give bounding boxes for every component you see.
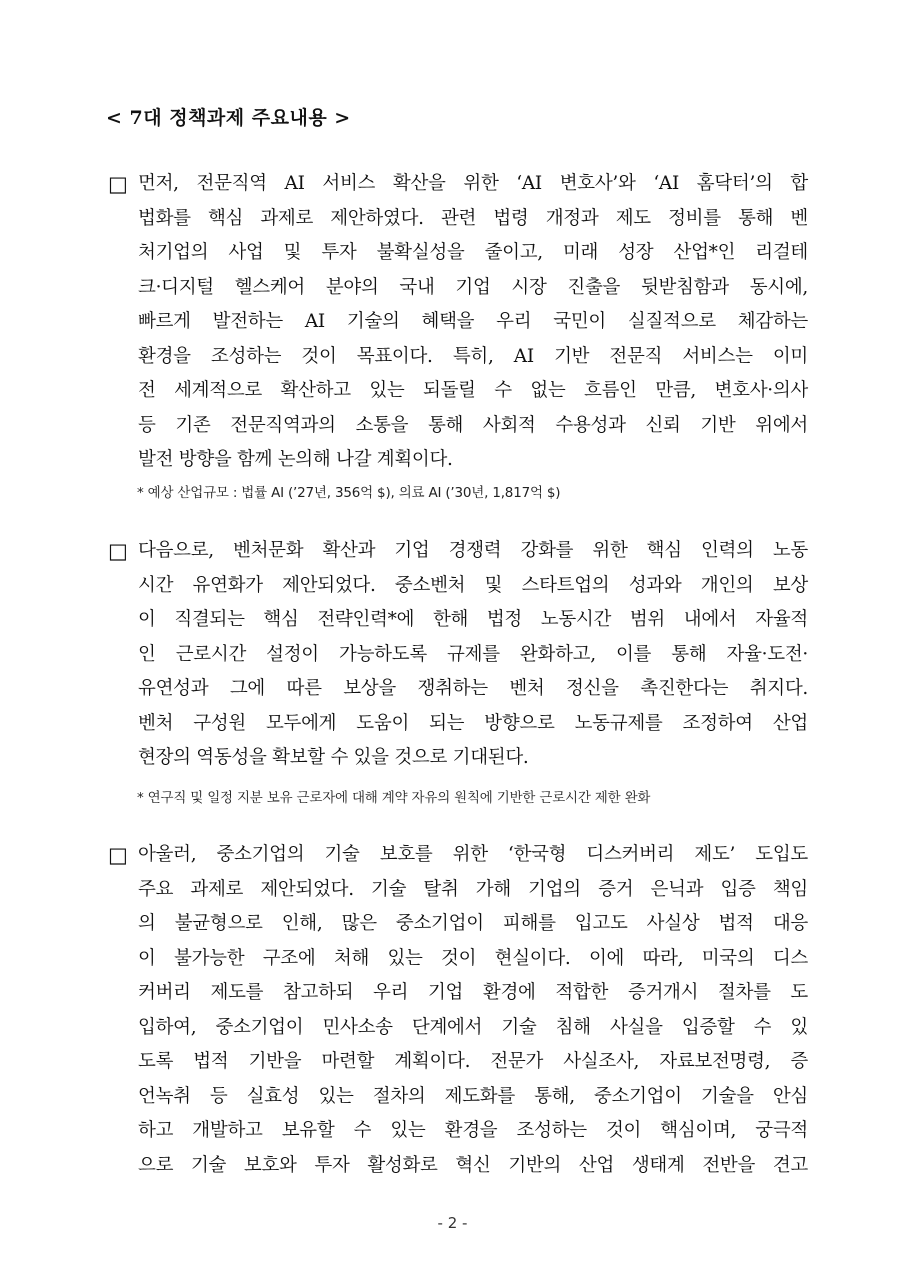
paragraph-line: 크·디지털 헬스케어 분야의 국내 기업 시장 진출을 뒷받침함과 동시에, bbox=[138, 276, 808, 298]
paragraph-line: 언녹취 등 실효성 있는 절차의 제도화를 통해, 중소기업이 기술을 안심 bbox=[138, 1085, 808, 1107]
footnote-work-hours: * 연구직 및 일정 지분 보유 근로자에 대해 계약 자유의 원칙에 기반한 근로시간 제한 완화 bbox=[137, 790, 651, 806]
paragraph-line: 유연성과 그에 따른 보상을 쟁취하는 벤처 정신을 촉진한다는 취지다. bbox=[138, 678, 808, 699]
policy-item-korean-discovery-system bbox=[108, 838, 808, 1183]
policy-item-ai-professional-services bbox=[108, 167, 808, 478]
paragraph-line: 처기업의 사업 및 투자 불확실성을 줄이고, 미래 성장 산업*인 리걸테 bbox=[138, 242, 808, 263]
paragraph-line: 등 기존 전문직역과의 소통을 통해 사회적 수용성과 신뢰 기반 위에서 bbox=[138, 414, 808, 436]
policy-item-work-hours-flexibility bbox=[108, 534, 808, 776]
paragraph-line: 하고 개발하고 보유할 수 있는 환경을 조성하는 것이 핵심이며, 궁극적 bbox=[138, 1120, 808, 1141]
paragraph-line: 도록 법적 기반을 마련할 계획이다. 전문가 사실조사, 자료보전명령, 증 bbox=[138, 1051, 808, 1072]
paragraph-line: 으로 기술 보호와 투자 활성화로 혁신 기반의 산업 생태계 전반을 견고 bbox=[138, 1154, 808, 1176]
paragraph-line: 주요 과제로 제안되었다. 기술 탈취 가해 기업의 증거 은닉과 입증 책임 bbox=[138, 878, 808, 900]
paragraph-line: 인 근로시간 설정이 가능하도록 규제를 완화하고, 이를 통해 자율·도전· bbox=[138, 643, 808, 665]
footnote-industry-size: * 예상 산업규모 : 법률 AI (’27년, 356억 $), 의료 AI (’30년, 1,817억 $) bbox=[137, 485, 561, 501]
paragraph-line: 현장의 역동성을 확보할 수 있을 것으로 기대된다. bbox=[138, 747, 529, 768]
paragraph-line: 이 불가능한 구조에 처해 있는 것이 현실이다. 이에 따라, 미국의 디스 bbox=[138, 947, 808, 969]
paragraph-line: 아울러, 중소기업의 기술 보호를 위한 ‘한국형 디스커버리 제도’ 도입도 bbox=[138, 844, 808, 865]
paragraph-line: 법화를 핵심 과제로 제안하였다. 관련 법령 개정과 제도 정비를 통해 벤 bbox=[138, 207, 808, 229]
paragraph-line: 커버리 제도를 참고하되 우리 기업 환경에 적합한 증거개시 절차를 도 bbox=[138, 982, 808, 1003]
paragraph-line: 발전 방향을 함께 논의해 나갈 계획이다. bbox=[138, 449, 453, 470]
checkbox-bullet-icon: □ bbox=[108, 843, 128, 867]
paragraph-line: 다음으로, 벤처문화 확산과 기업 경쟁력 강화를 위한 핵심 인력의 노동 bbox=[138, 540, 808, 561]
checkbox-bullet-icon: □ bbox=[108, 539, 128, 563]
checkbox-bullet-icon: □ bbox=[108, 172, 128, 196]
paragraph-line: 시간 유연화가 제안되었다. 중소벤처 및 스타트업의 성과와 개인의 보상 bbox=[138, 574, 808, 596]
paragraph-line: 의 불균형으로 인해, 많은 중소기업이 피해를 입고도 사실상 법적 대응 bbox=[138, 913, 808, 934]
paragraph-line: 이 직결되는 핵심 전략인력*에 한해 법정 노동시간 범위 내에서 자율적 bbox=[138, 609, 808, 630]
section-heading: < 7대 정책과제 주요내용 > bbox=[106, 107, 351, 129]
paragraph-line: 빠르게 발전하는 AI 기술의 혜택을 우리 국민이 실질적으로 체감하는 bbox=[138, 311, 808, 332]
paragraph-line: 전 세계적으로 확산하고 있는 되돌릴 수 없는 흐름인 만큼, 변호사·의사 bbox=[138, 380, 808, 401]
paragraph-line: 환경을 조성하는 것이 목표이다. 특히, AI 기반 전문직 서비스는 이미 bbox=[138, 345, 808, 367]
page-number: - 2 - bbox=[437, 1214, 468, 1232]
paragraph-line: 먼저, 전문직역 AI 서비스 확산을 위한 ‘AI 변호사’와 ‘AI 홈닥터’의 합 bbox=[138, 173, 808, 194]
paragraph-line: 벤처 구성원 모두에게 도움이 되는 방향으로 노동규제를 조정하여 산업 bbox=[138, 712, 808, 734]
paragraph-line: 입하여, 중소기업이 민사소송 단계에서 기술 침해 사실을 입증할 수 있 bbox=[138, 1016, 808, 1038]
